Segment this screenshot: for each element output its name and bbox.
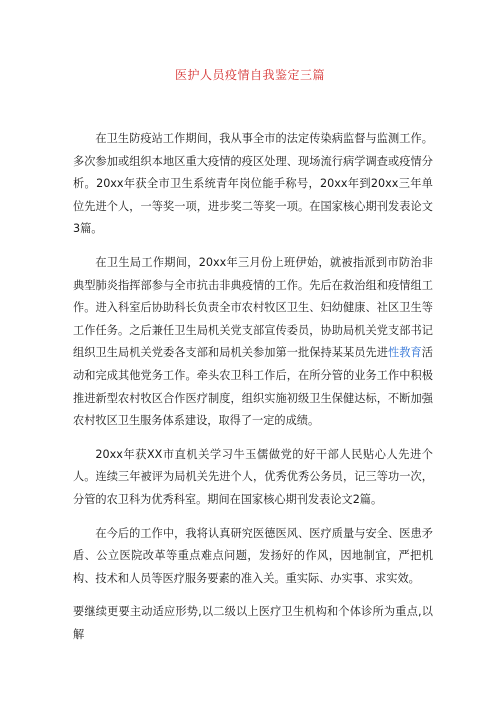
document-title: 医护人员疫情自我鉴定三篇 [174,68,325,82]
paragraph-2 [73,252,433,433]
paragraph-4: 在今后的工作中，我将认真研究医德医风、医疗质量与安全、医患矛盾、公立医院改革等重点难点问题，发扬好的作风，因地制宜，严把机构、技术和人员等医疗服务要素的准入关。重实际、办实事、求实效。 [73,526,433,585]
paragraph-2-tail: 活动和完成其他党务工作。牵头农卫科工作后，在所分管的业务工作中积极推进新型农村牧区合作医疗制度，组织实施初级卫生保健达标，不断加强农村牧区卫生服务体系建设，取得了一定的成绩。 [73,346,433,428]
paragraph-1: 在卫生防疫站工作期间，我从事全市的法定传染病监督与监测工作。多次参加或组织本地区重大疫情的疫区处理、现场流行病学调查或疫情分析。20xx年获全市卫生系统青年岗位能手称号，20xx年到20xx三年单位先进个人，一等奖一项，进步奖二等奖一项。在国家核心期刊发表论文3篇。 [73,132,433,236]
document-body [73,128,433,657]
paragraph-3: 20xx年获XX市直机关学习牛玉儒做党的好干部人民贴心人先进个人。连续三年被评为局机关先进个人，优秀优秀公务员，记三等功一次，分管的农卫科为优秀科室。期间在国家核心期刊发表论文2篇。 [73,447,433,506]
paragraph-2-text: 在卫生局工作期间，20xx年三月份上班伊始，就被指派到市防治非典型肺炎指挥部参与全市抗击非典疫情的工作。先后在救治组和疫情组工作。进入科室后协助科长负责全市农村牧区卫生、妇幼健康、社区卫生等工作任务。之后兼任卫生局机关党支部宣传委员，协助局机关党支部书记组织卫生局机关党委各支部和局机关参加第一批保持某某员先进 [73,255,433,360]
paragraph-5: 要继续更要主动适应形势,以二级以上医疗卫生机构和个体诊所为重点,以解 [73,605,433,641]
education-link[interactable]: 性教育 [388,346,422,360]
